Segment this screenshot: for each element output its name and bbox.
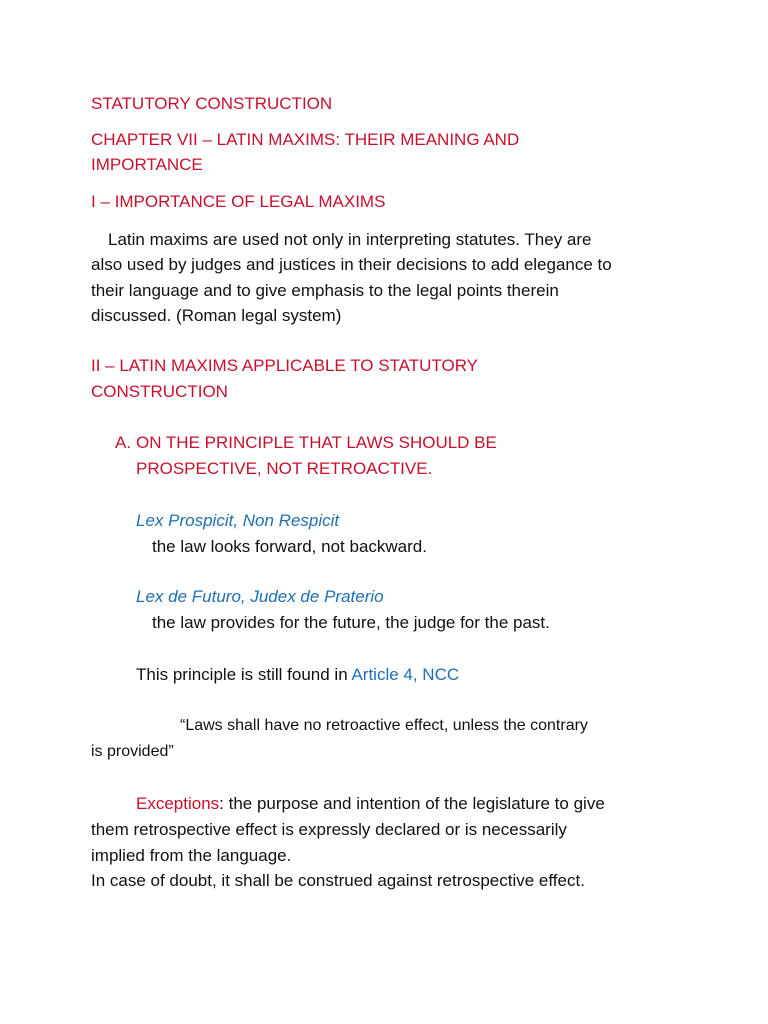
document-title: STATUTORY CONSTRUCTION (91, 94, 333, 113)
subsection-a-heading-line-1: ON THE PRINCIPLE THAT LAWS SHOULD BE (136, 433, 497, 452)
section-1-heading: I – IMPORTANCE OF LEGAL MAXIMS (91, 192, 386, 211)
exceptions-line-2: them retrospective effect is expressly declared or is necessarily (91, 820, 567, 839)
article-reference: Article 4, NCC (351, 665, 460, 684)
quote-line-2: is provided” (91, 743, 174, 760)
subsection-a-marker: A. (115, 433, 132, 452)
section-2-heading-line-1: II – LATIN MAXIMS APPLICABLE TO STATUTORY (91, 356, 479, 375)
section-1-body-line-4: discussed. (Roman legal system) (91, 306, 342, 325)
exceptions-line-3: implied from the language. (91, 846, 292, 865)
principle-line (136, 662, 459, 688)
exceptions-line-1-rest: : the purpose and intention of the legislature to give (219, 794, 605, 813)
quote-line-1: “Laws shall have no retroactive effect, unless the contrary (180, 717, 588, 734)
principle-prefix: This principle is still found in (136, 665, 352, 684)
subsection-a-heading-line-2: PROSPECTIVE, NOT RETROACTIVE. (136, 459, 433, 478)
section-1-body-line-2: also used by judges and justices in their decisions to add elegance to (91, 255, 612, 274)
maxim-2-latin: Lex de Futuro, Judex de Praterio (136, 587, 384, 606)
maxim-2-meaning: the law provides for the future, the judge for the past. (152, 613, 550, 632)
section-1-body-line-3: their language and to give emphasis to the legal points therein (91, 281, 559, 300)
maxim-1-latin: Lex Prospicit, Non Respicit (136, 511, 340, 530)
exceptions-line-1 (136, 791, 605, 817)
section-1-body-line-1: Latin maxims are used not only in interpreting statutes. They are (108, 230, 592, 249)
maxim-1-meaning: the law looks forward, not backward. (152, 537, 427, 556)
doubt-line: In case of doubt, it shall be construed against retrospective effect. (91, 871, 585, 890)
chapter-heading-line-1: CHAPTER VII – LATIN MAXIMS: THEIR MEANING AND (91, 130, 520, 149)
chapter-heading-line-2: IMPORTANCE (91, 155, 203, 174)
section-2-heading-line-2: CONSTRUCTION (91, 382, 228, 401)
exceptions-label: Exceptions (136, 794, 220, 813)
